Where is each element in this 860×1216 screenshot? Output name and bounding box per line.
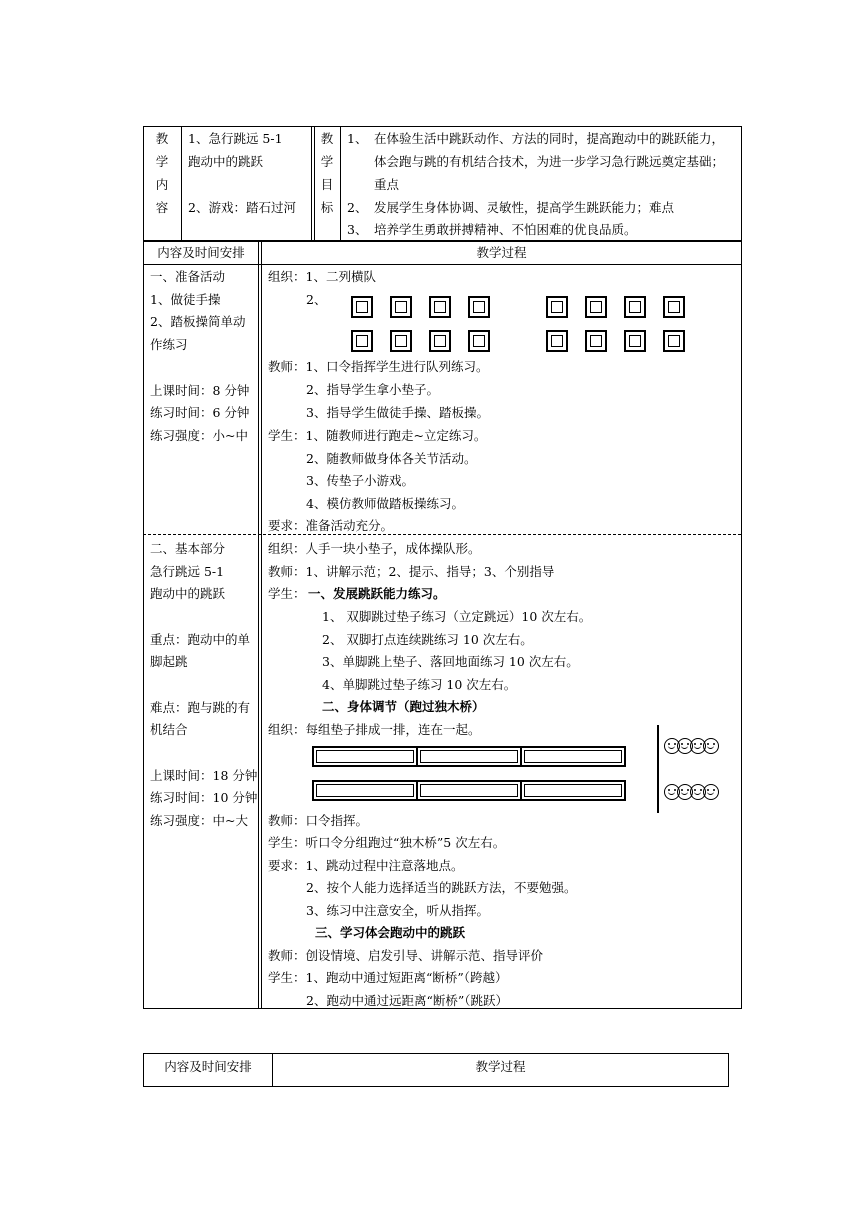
mat-icon: [546, 330, 568, 352]
student-face-icon: [703, 784, 719, 800]
table-border-right: [741, 126, 742, 1009]
part2-title: 二、身体调节（跑过独木桥）: [322, 699, 485, 714]
row-divider-objectives: [143, 240, 741, 242]
student-face-icon: [703, 738, 719, 754]
mat-icon: [663, 296, 685, 318]
mat-icon: [351, 330, 373, 352]
row-divider-header: [143, 264, 741, 265]
part2-teacher: 教师：口令指挥。: [268, 813, 369, 828]
mat-plank-icon: [312, 746, 418, 767]
content-item: 2、游戏：踏石过河: [188, 200, 296, 215]
section1-organization: 组织：1、二列横队: [268, 269, 376, 284]
start-line-icon: [657, 725, 659, 813]
goal-number: 3、: [347, 222, 368, 237]
goal-number: 1、: [347, 131, 368, 146]
mat-icon: [663, 330, 685, 352]
row-divider-section: [143, 534, 741, 535]
content-item: 跑动中的跳跃: [188, 154, 264, 169]
col-divider-main-a: [258, 242, 259, 1008]
mat-icon: [351, 296, 373, 318]
mat-icon: [585, 296, 607, 318]
goal-text: 发展学生身体协调、灵敏性，提高学生跳跃能力；难点: [374, 200, 675, 215]
col-divider-main-b: [261, 242, 262, 1008]
header-content-time: 内容及时间安排: [157, 245, 245, 260]
mat-icon: [468, 330, 490, 352]
mat-plank-icon: [416, 746, 522, 767]
mat-icon: [390, 330, 412, 352]
table2-header-content-time: 内容及时间安排: [164, 1059, 252, 1074]
section1-org-num2: 2、: [306, 292, 327, 307]
section1-requirement: 要求：准备活动充分。: [268, 518, 394, 533]
col-divider-label: [181, 126, 182, 240]
goal-text: 培养学生勇敢拼搏精神、不怕困难的优良品质。: [374, 222, 637, 237]
content-item: 1、急行跳远 5-1: [188, 131, 283, 146]
table2-border-right: [728, 1053, 729, 1087]
mat-plank-icon: [520, 780, 626, 801]
mat-icon: [390, 296, 412, 318]
table2-border-top: [143, 1053, 729, 1054]
part2-student: 学生：听口令分组跑过“独木桥”5 次左右。: [268, 835, 506, 850]
section2-student-prefix: 学生：: [268, 586, 306, 601]
mat-plank-icon: [520, 746, 626, 767]
table2-header-teaching-process: 教学过程: [475, 1059, 526, 1074]
mat-icon: [624, 296, 646, 318]
table2-border-bottom: [143, 1086, 729, 1087]
mat-plank-icon: [312, 780, 418, 801]
part1-title: 一、发展跳跃能力练习。: [308, 586, 446, 601]
mat-icon: [429, 296, 451, 318]
mat-icon: [585, 330, 607, 352]
mat-icon: [429, 330, 451, 352]
goal-text: 重点: [374, 177, 400, 192]
col-divider-goal-c: [340, 126, 341, 240]
section2-organization: 组织：人手一块小垫子，成体操队形。: [268, 541, 481, 556]
col-divider-goal-a: [311, 126, 312, 240]
mat-icon: [546, 296, 568, 318]
mat-plank-icon: [416, 780, 522, 801]
header-teaching-process: 教学过程: [476, 245, 527, 260]
part2-organization: 组织：每组垫子排成一排，连在一起。: [268, 722, 481, 737]
goal-text: 体会跑与跳的有机结合技术，为进一步学习急行跳远奠定基础；: [374, 154, 725, 169]
goal-text: 在体验生活中跳跃动作、方法的同时，提高跑动中的跳跃能力，: [374, 131, 725, 146]
mat-icon: [468, 296, 490, 318]
mat-icon: [624, 330, 646, 352]
part3-teacher: 教师：创设情境、启发引导、讲解示范、指导评价: [268, 948, 544, 963]
table-border-top: [143, 126, 741, 127]
part3-title: 三、学习体会跑动中的跳跃: [315, 925, 466, 940]
goal-number: 2、: [347, 200, 368, 215]
section2-teacher: 教师：1、讲解示范；2、提示、指导；3、个别指导: [268, 564, 555, 579]
